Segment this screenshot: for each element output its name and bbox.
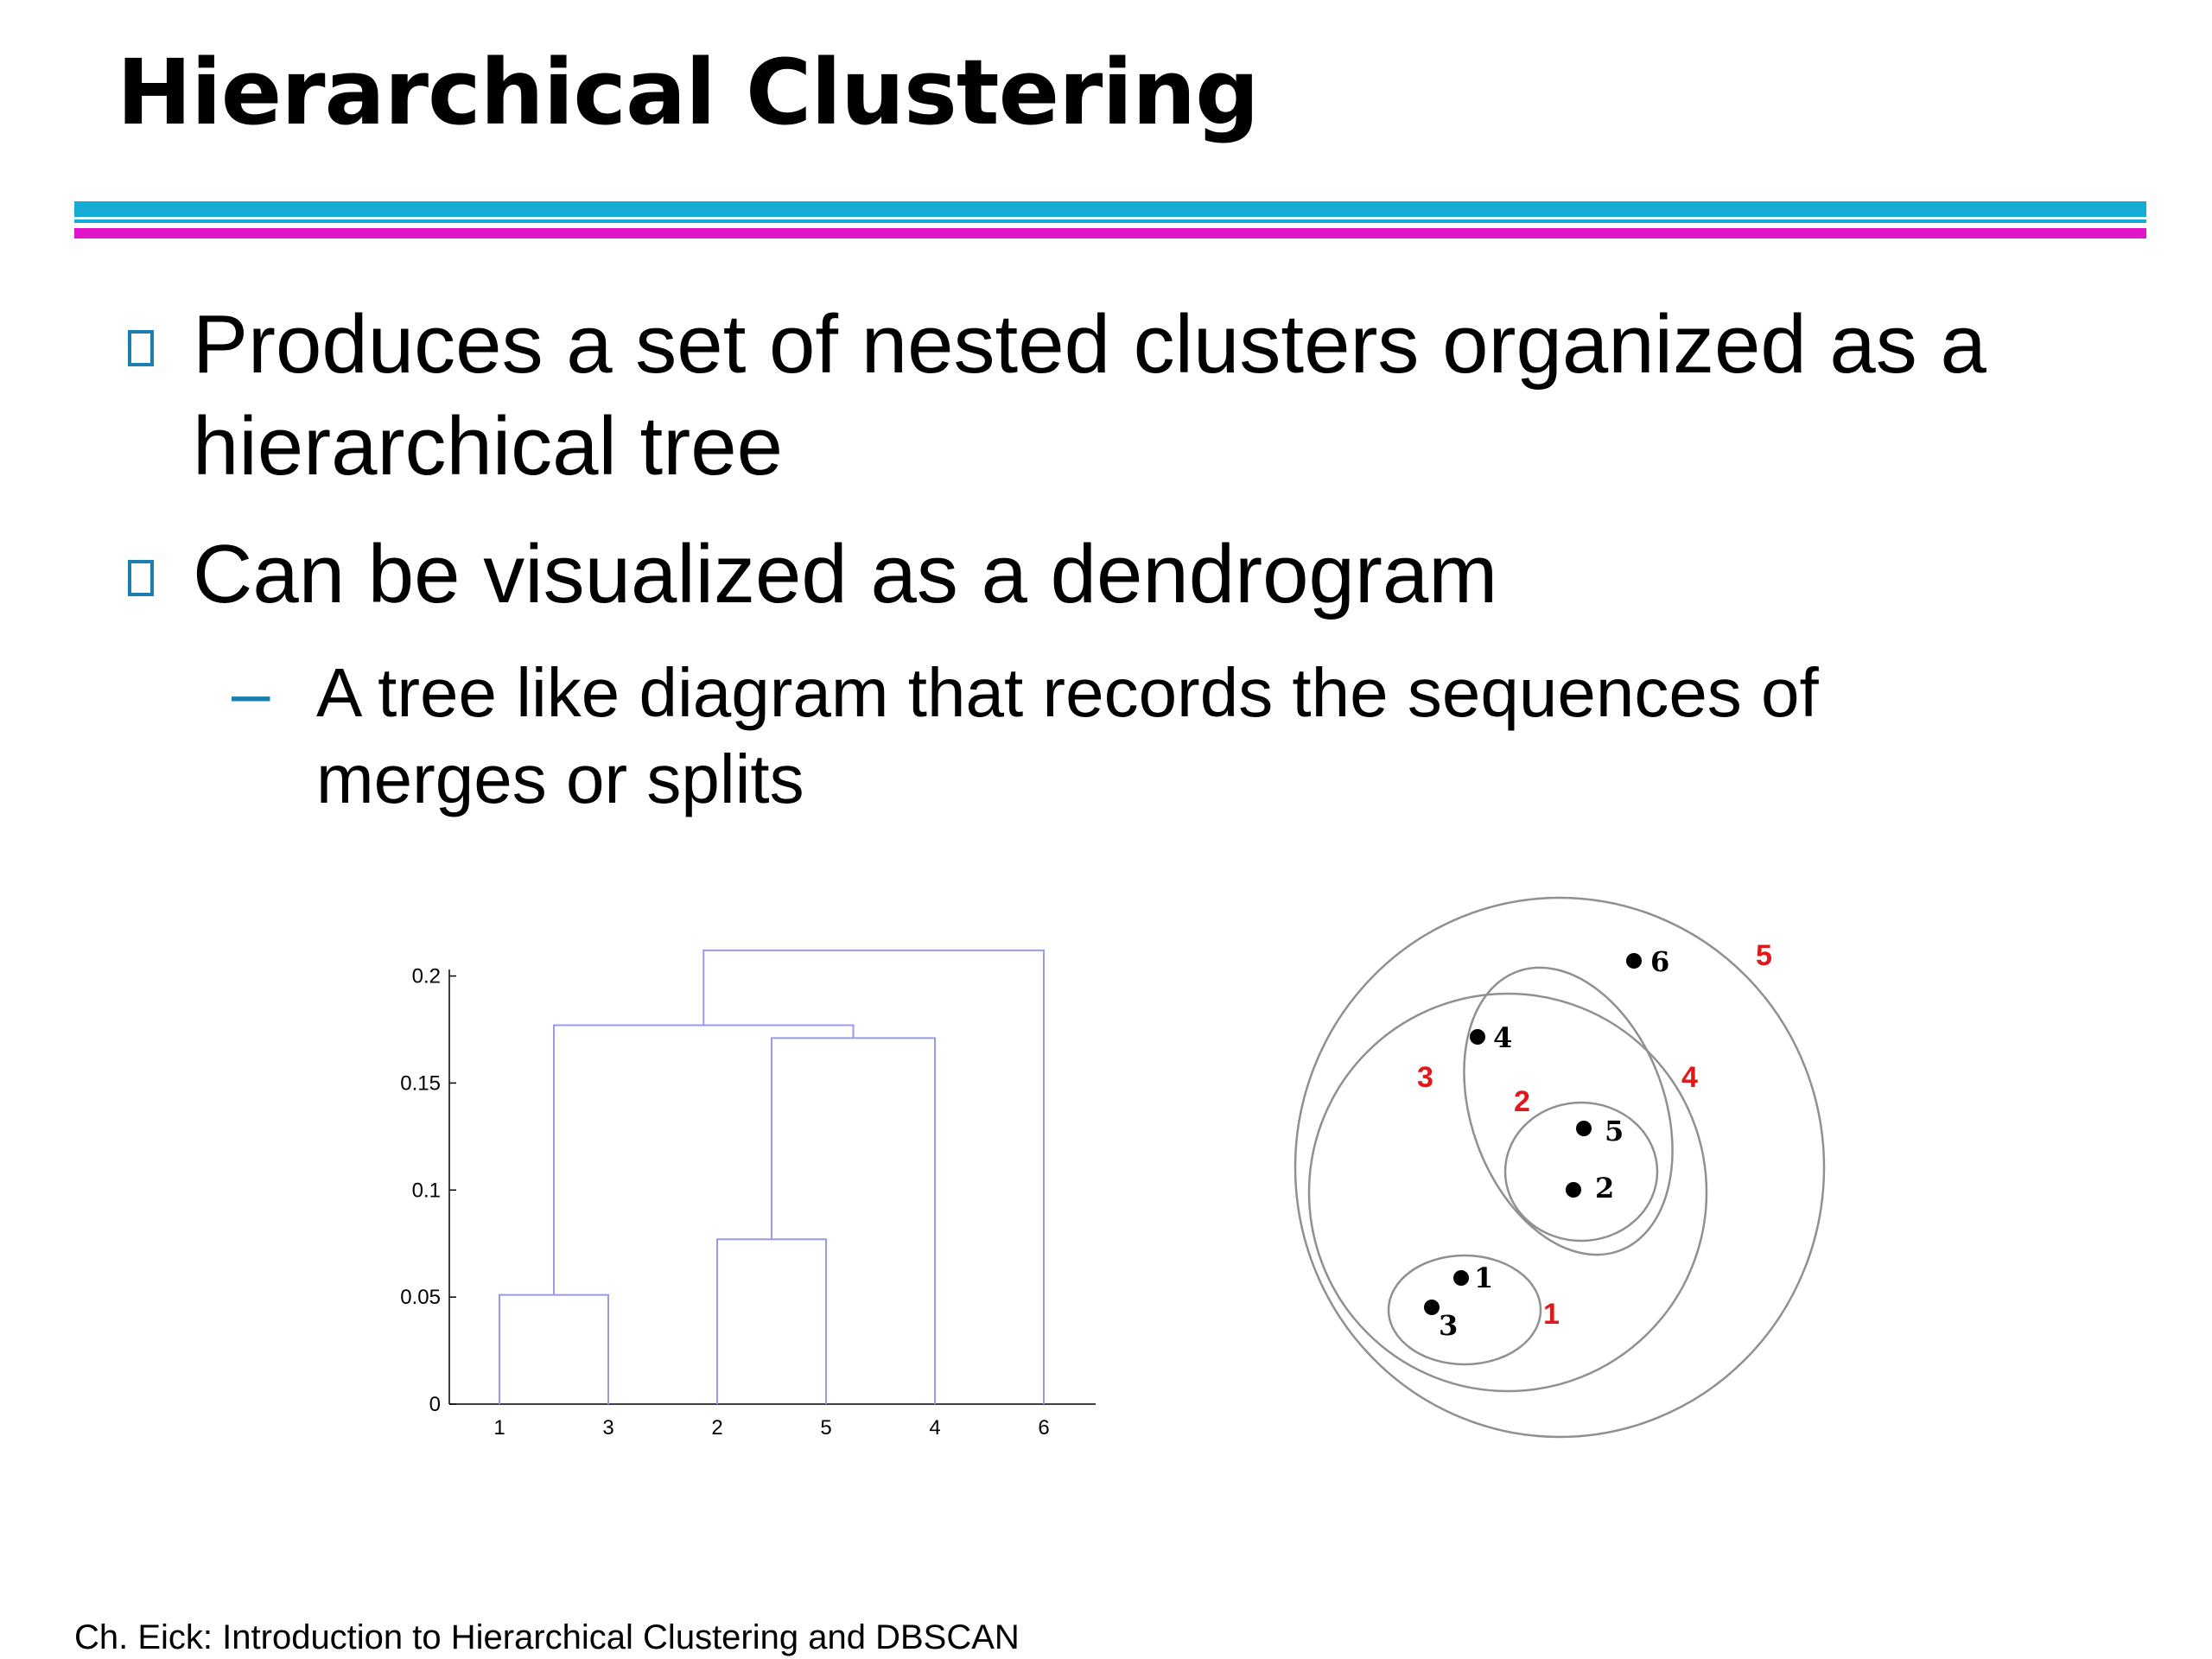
x-tick-label: 2 xyxy=(711,1416,723,1440)
point-marker xyxy=(1576,1121,1592,1136)
y-tick-label: 0.1 xyxy=(411,1179,441,1203)
sub-bullet-line: A tree like diagram that records the sequences of xyxy=(316,654,1819,731)
point-marker xyxy=(1566,1182,1581,1198)
cluster-ellipse-5 xyxy=(1295,898,1824,1437)
point-label-4: 4 xyxy=(1493,1021,1513,1054)
x-tick-label: 4 xyxy=(929,1416,941,1440)
x-tick-label: 5 xyxy=(820,1416,832,1440)
cluster-label-4: 4 xyxy=(1681,1061,1698,1094)
point-marker xyxy=(1424,1300,1440,1315)
cluster-label-5: 5 xyxy=(1756,939,1772,972)
y-tick-label: 0.15 xyxy=(400,1071,441,1096)
y-tick-label: 0.2 xyxy=(411,964,441,988)
bullet-line: hierarchical tree xyxy=(193,400,783,493)
x-tick-label: 1 xyxy=(493,1416,505,1440)
cluster-label-3: 3 xyxy=(1417,1061,1433,1094)
y-tick-label: 0.05 xyxy=(400,1286,441,1310)
slide-title: Hierarchical Clustering xyxy=(117,40,1259,145)
sub-bullet-line: merges or splits xyxy=(316,741,804,817)
bullet-line: Produces a set of nested clusters organized as a xyxy=(193,298,1986,391)
point-label-1: 1 xyxy=(1474,1262,1494,1294)
point-marker xyxy=(1453,1270,1469,1286)
x-tick-label: 3 xyxy=(602,1416,614,1440)
point-label-2: 2 xyxy=(1595,1172,1615,1205)
point-label-6: 6 xyxy=(1650,945,1670,978)
point-label-5: 5 xyxy=(1605,1115,1624,1147)
cluster-ellipse-3 xyxy=(1427,938,1710,1284)
point-marker xyxy=(1626,953,1642,969)
cluster-label-1: 1 xyxy=(1543,1298,1560,1331)
point-label-3: 3 xyxy=(1439,1309,1459,1342)
bullet-line: Can be visualized as a dendrogram xyxy=(193,528,1498,620)
point-marker xyxy=(1470,1029,1485,1045)
y-tick-label: 0 xyxy=(429,1393,441,1416)
cluster-label-2: 2 xyxy=(1514,1085,1530,1118)
slide-footer: Ch. Eick: Introduction to Hierarchical Clustering and DBSCAN xyxy=(74,1618,1020,1656)
x-tick-label: 6 xyxy=(1038,1416,1050,1440)
sub-bullet-dash: – xyxy=(232,654,270,731)
